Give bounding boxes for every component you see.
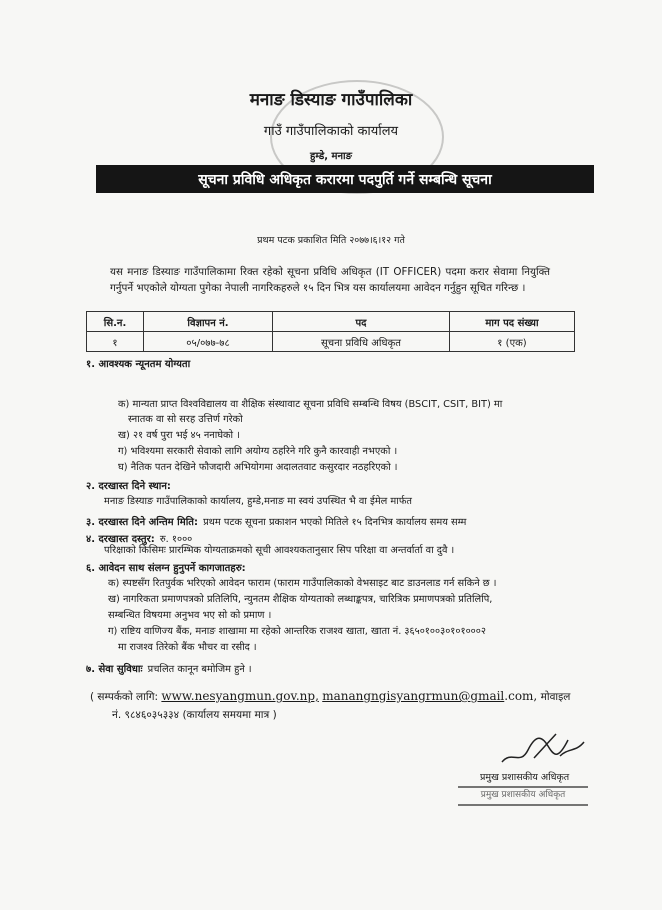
exam-type: परिक्षाको किसिमः प्रारम्भिक योग्यताक्रमको सूची आवश्यकतानुसार सिप परिक्षा वा अन्तर्वार्ता वा दुवै । <box>104 545 455 556</box>
email-suffix: com, <box>508 689 538 703</box>
section-1-title: १. आवश्यक न्यूनतम योग्यता <box>86 359 191 370</box>
table-header: पद <box>273 312 450 332</box>
office-address: हुम्डे, मनाङ <box>310 151 352 162</box>
section-4-title: ४. दरखास्त दस्तुर: <box>86 534 155 545</box>
mobile-number: नं. ९८४६०३५३३४ (कार्यालय समयमा मात्र ) <box>112 709 277 721</box>
signature-image <box>498 728 588 772</box>
section-7 <box>86 657 252 677</box>
document-b-cont: सम्बन्धित विषयमा अनुभव भए सो को प्रमाण । <box>108 610 272 621</box>
website-link[interactable]: www.nesyangmun.gov.np, <box>161 689 319 703</box>
table-header-row <box>87 312 575 332</box>
qualification-a-cont: स्नातक वा सो सरह उत्तिर्ण गरेको <box>128 414 243 425</box>
table-header: माग पद संख्या <box>450 312 575 332</box>
table-cell: सूचना प्रविधि अधिकृत <box>273 332 450 352</box>
document-c-cont: मा राजश्व तिरेको बैंक भौचर वा रसीद । <box>118 642 257 653</box>
section-2-text: मनाङ डिस्याङ गाउँपालिकाको कार्यालय, हुम्डे,मनाङ मा स्वयं उपस्थित भै वा ईमेल मार्फत <box>104 496 412 507</box>
section-2-title: २. दरखास्त दिने स्थान: <box>86 481 171 492</box>
table-cell: १ (एक) <box>450 332 575 352</box>
qualification-d: घ) नैतिक पतन देखिने फौजदारी अभियोगमा अदालतवाट कसुरदार नठहरिएको । <box>118 462 398 473</box>
official-stamp: प्रमुख प्रशासकीय अधिकृत <box>458 786 588 806</box>
qualification-a: क) मान्यता प्राप्त विश्वविद्यालय वा शैक्षिक संस्थावाट सूचना प्रविधि सम्बन्धि विषय (BSCIT, CSIT, BIT) मा <box>118 399 503 410</box>
intro-paragraph: यस मनाङ डिस्याङ गाउँपालिकामा रिक्त रहेको सूचना प्रविधि अधिकृत (IT OFFICER) पदमा करार सेवामा नियुक्ति गर्नुपर्ने भएकोले योग्यता पुगेका नेपाली नागरिकहरुले १५ दिन भित्र यस कार्यालयमा आवेदन गर्नुहुन सूचित गरिन्छ । <box>110 266 550 294</box>
office-title: मनाङ डिस्याङ गाउँपालिका <box>249 90 413 110</box>
publication-date: प्रथम पटक प्रकाशित मिति २०७७।६।१२ गते <box>257 235 405 246</box>
table-cell: ०५/०७७-७८ <box>144 332 273 352</box>
notice-banner: सूचना प्रविधि अधिकृत करारमा पदपुर्ति गर्ने सम्बन्धि सूचना <box>96 165 594 193</box>
vacancy-table <box>86 311 575 352</box>
section-7-title: ७. सेवा सुविधाः <box>86 664 143 675</box>
section-4-fee: रु. १००० <box>159 534 193 545</box>
email-link[interactable]: manangngisyangrmun@gmail <box>322 689 505 703</box>
office-subtitle: गाउँ गाउँपालिकाको कार्यालय <box>263 124 399 139</box>
document-c: ग) राष्टिय वाणिज्य बैंक, मनाङ शाखामा मा रहेको आन्तरिक राजश्व खाता, खाता नं. ३६५०१००३०१०१०००२ <box>108 626 486 637</box>
section-6-title: ६. आवेदन साथ संलग्न हुनुपर्ने कागजातहरु: <box>86 563 246 574</box>
section-7-text: प्रचलित कानून बमोजिम हुने । <box>147 664 252 675</box>
section-3-title: ३. दरखास्त दिने अन्तिम मिति: <box>86 517 198 528</box>
document-b: ख) नागरिकता प्रमाणपत्रको प्रतिलिपि, न्युनतम शैक्षिक योग्यताको लब्धाङ्कपत्र, चारित्रिक प्रमाणपत्रको प्रतिलिपि, <box>108 594 493 605</box>
table-row <box>87 332 575 352</box>
qualification-c: ग) भविश्यमा सरकारी सेवाको लागि अयोग्य ठहरिने गरि कुनै कारवाही नभएको । <box>118 446 398 457</box>
qualification-b: ख) २१ वर्ष पुरा भई ४५ ननाघेको । <box>118 430 240 441</box>
document-a: क) स्पष्टसँग रितपुर्वक भरिएको आवेदन फाराम (फाराम गाउँपालिकाको वेभसाइट बाट डाउनलाड गर्न सकिने छ । <box>108 578 497 589</box>
table-cell: १ <box>87 332 144 352</box>
section-3-text: प्रथम पटक सूचना प्रकाशन भएको मितिले १५ दिनभित्र कार्यालय समय सम्म <box>203 517 467 528</box>
table-header: सि.न. <box>87 312 144 332</box>
table-header: विज्ञापन नं. <box>144 312 273 332</box>
mobile-label: मोवाइल <box>540 691 571 703</box>
contact-prefix: ( सम्पर्कको लागि: <box>90 691 159 703</box>
contact-block: ( सम्पर्कको लागि: www.nesyangmun.gov.np, manangngisyangrmun@gmail.com, मोवाइल नं. ९८४६०३५३३४ (कार्यालय समयमा मात्र ) <box>90 687 570 724</box>
signatory-title: प्रमुख प्रशासकीय अधिकृत <box>480 772 570 783</box>
